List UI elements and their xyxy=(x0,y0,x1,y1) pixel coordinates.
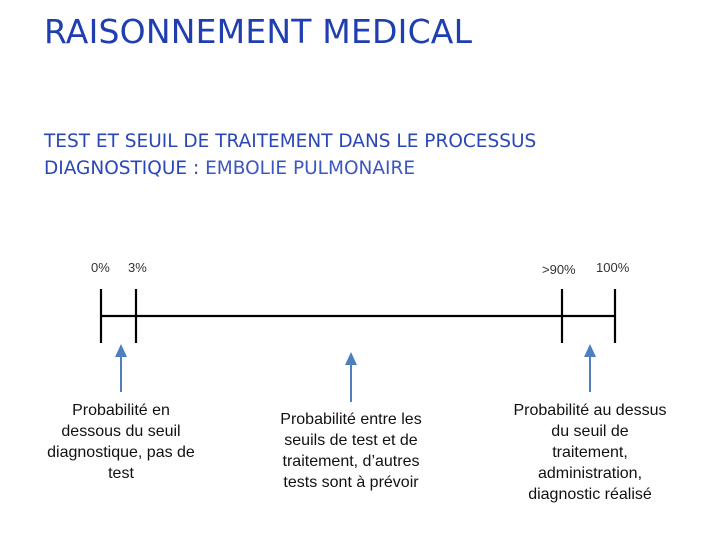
arrow-up-icon xyxy=(345,352,357,402)
scale-label-100: 100% xyxy=(596,260,630,275)
arrow-up-icon xyxy=(115,344,127,392)
scale-label-90: >90% xyxy=(542,262,576,277)
subtitle-topic: EMBOLIE PULMONAIRE xyxy=(205,158,416,179)
arrow-up-icon xyxy=(584,344,596,392)
page-title: RAISONNEMENT MEDICAL xyxy=(44,12,473,51)
scale-label-3: 3% xyxy=(128,260,147,275)
zone-above-treatment-threshold: Probabilité au dessus du seuil de traitement, administration, diagnostic réalisé xyxy=(513,402,667,503)
scale-label-0: 0% xyxy=(91,260,110,275)
subtitle-main: TEST ET SEUIL DE TRAITEMENT DANS LE PROCESSUS DIAGNOSTIQUE : xyxy=(44,131,537,179)
zone-between-thresholds: Probabilité entre les seuils de test et de traitement, d’autres tests sont à prévoir xyxy=(280,411,422,491)
zone-below-test-threshold: Probabilité en dessous du seuil diagnostique, pas de test xyxy=(47,402,195,482)
